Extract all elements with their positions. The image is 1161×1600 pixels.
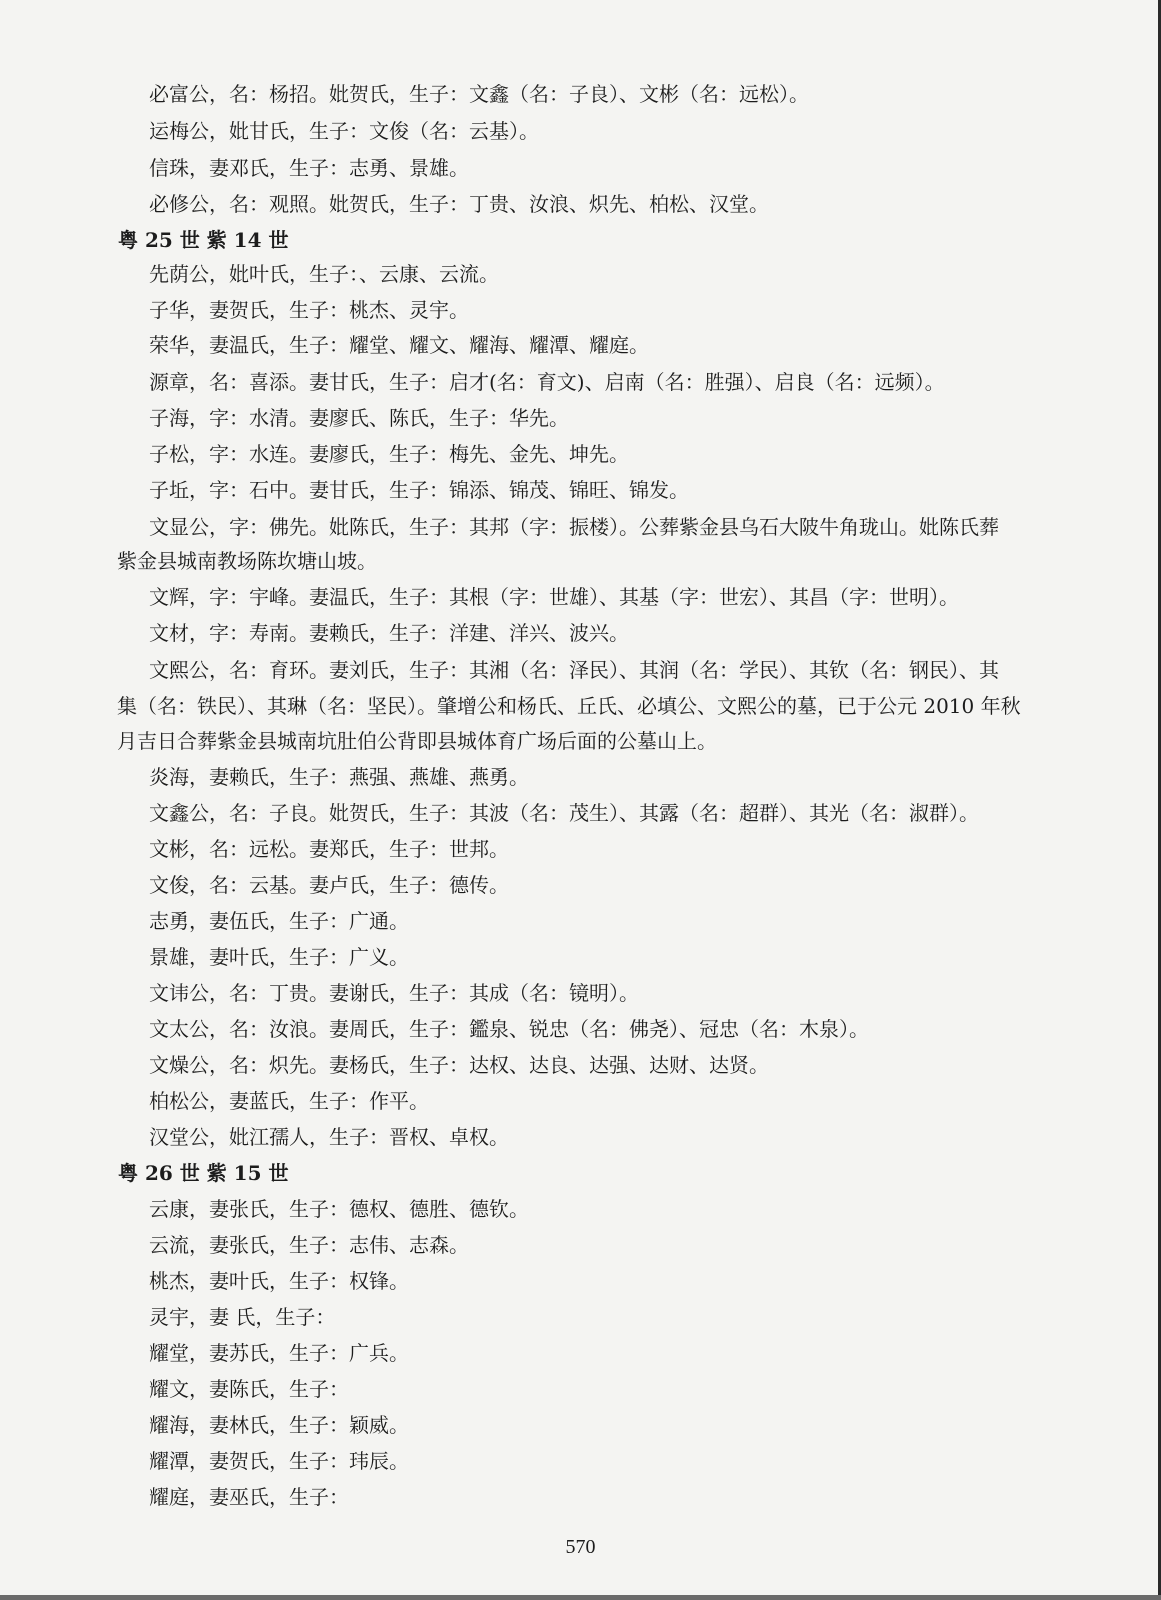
text-line: 必修公，名：观照。妣贺氏，生子：丁贵、汝浪、炽先、柏松、汉堂。 bbox=[149, 192, 769, 216]
generation-heading: 粤 25 世 紫 14 世 bbox=[118, 228, 289, 252]
text-line: 子松，字：水连。妻廖氏，生子：梅先、金先、坤先。 bbox=[149, 442, 629, 466]
text-line: 耀海，妻林氏，生子：颖威。 bbox=[149, 1413, 409, 1437]
text-line: 文俊，名：云基。妻卢氏，生子：德传。 bbox=[149, 873, 509, 897]
text-line: 子华，妻贺氏，生子：桃杰、灵宇。 bbox=[149, 298, 469, 322]
text-line: 桃杰，妻叶氏，生子：权锋。 bbox=[149, 1269, 409, 1293]
text-line: 柏松公，妻蓝氏，生子：作平。 bbox=[149, 1089, 429, 1113]
text-line: 文鑫公，名：子良。妣贺氏，生子：其波（名：茂生）、其露（名：超群）、其光（名：淑群）。 bbox=[149, 801, 979, 825]
text-line: 文材，字：寿南。妻赖氏，生子：洋建、洋兴、波兴。 bbox=[149, 621, 629, 645]
text-line: 集（名：铁民）、其琳（名：坚民）。肇增公和杨氏、丘氏、必填公、文熙公的墓，已于公元 2010 年秋 bbox=[117, 694, 1021, 718]
text-line: 先荫公，妣叶氏，生子：、云康、云流。 bbox=[149, 262, 499, 286]
text-line: 荣华，妻温氏，生子：耀堂、耀文、耀海、耀潭、耀庭。 bbox=[149, 333, 649, 357]
text-line: 耀庭，妻巫氏，生子： bbox=[149, 1485, 349, 1509]
text-line: 子坵，字：石中。妻甘氏，生子：锦添、锦茂、锦旺、锦发。 bbox=[149, 478, 689, 502]
text-line: 文讳公，名：丁贵。妻谢氏，生子：其成（名：镜明）。 bbox=[149, 981, 639, 1005]
text-line: 云流，妻张氏，生子：志伟、志森。 bbox=[149, 1233, 469, 1257]
text-line: 耀堂，妻苏氏，生子：广兵。 bbox=[149, 1341, 409, 1365]
text-line: 文燥公，名：炽先。妻杨氏，生子：达权、达良、达强、达财、达贤。 bbox=[149, 1053, 769, 1077]
text-line: 紫金县城南教场陈坎塘山坡。 bbox=[117, 549, 377, 573]
text-line: 文太公，名：汝浪。妻周氏，生子：鑑泉、锐忠（名：佛尧）、冠忠（名：木泉）。 bbox=[149, 1017, 869, 1041]
text-line: 汉堂公，妣江孺人，生子：晋权、卓权。 bbox=[149, 1125, 509, 1149]
text-line: 灵宇，妻 氏，生子： bbox=[149, 1305, 336, 1329]
text-line: 源章，名：喜添。妻甘氏，生子：启才(名：育文)、启南（名：胜强）、启良（名：远频）。 bbox=[149, 370, 945, 394]
text-line: 炎海，妻赖氏，生子：燕强、燕雄、燕勇。 bbox=[149, 765, 529, 789]
text-line: 月吉日合葬紫金县城南坑肚伯公背即县城体育广场后面的公墓山上。 bbox=[117, 729, 717, 753]
text-line: 耀文，妻陈氏，生子： bbox=[149, 1377, 349, 1401]
text-line: 文熙公，名：育环。妻刘氏，生子：其湘（名：泽民）、其润（名：学民）、其钦（名：钢民）、其 bbox=[149, 658, 999, 682]
text-line: 耀潭，妻贺氏，生子：玮辰。 bbox=[149, 1449, 409, 1473]
text-line: 文辉，字：宇峰。妻温氏，生子：其根（字：世雄）、其基（字：世宏）、其昌（字：世明）。 bbox=[149, 585, 959, 609]
text-line: 志勇，妻伍氏，生子：广通。 bbox=[149, 909, 409, 933]
generation-heading: 粤 26 世 紫 15 世 bbox=[118, 1161, 289, 1185]
text-line: 文彬，名：远松。妻郑氏，生子：世邦。 bbox=[149, 837, 509, 861]
text-line: 信珠，妻邓氏，生子：志勇、景雄。 bbox=[149, 156, 469, 180]
text-line: 子海，字：水清。妻廖氏、陈氏，生子：华先。 bbox=[149, 406, 569, 430]
text-line: 必富公，名：杨招。妣贺氏，生子：文鑫（名：子良）、文彬（名：远松）。 bbox=[149, 82, 809, 106]
scan-edge-bottom bbox=[0, 1595, 1161, 1600]
text-line: 云康，妻张氏，生子：德权、德胜、德钦。 bbox=[149, 1197, 529, 1221]
text-line: 运梅公，妣甘氏，生子：文俊（名：云基）。 bbox=[149, 119, 539, 143]
page-number: 570 bbox=[565, 1536, 596, 1558]
text-line: 文显公，字：佛先。妣陈氏，生子：其邦（字：振楼）。公葬紫金县乌石大陂牛角珑山。妣陈氏葬 bbox=[149, 515, 999, 539]
text-line: 景雄，妻叶氏，生子：广义。 bbox=[149, 945, 409, 969]
